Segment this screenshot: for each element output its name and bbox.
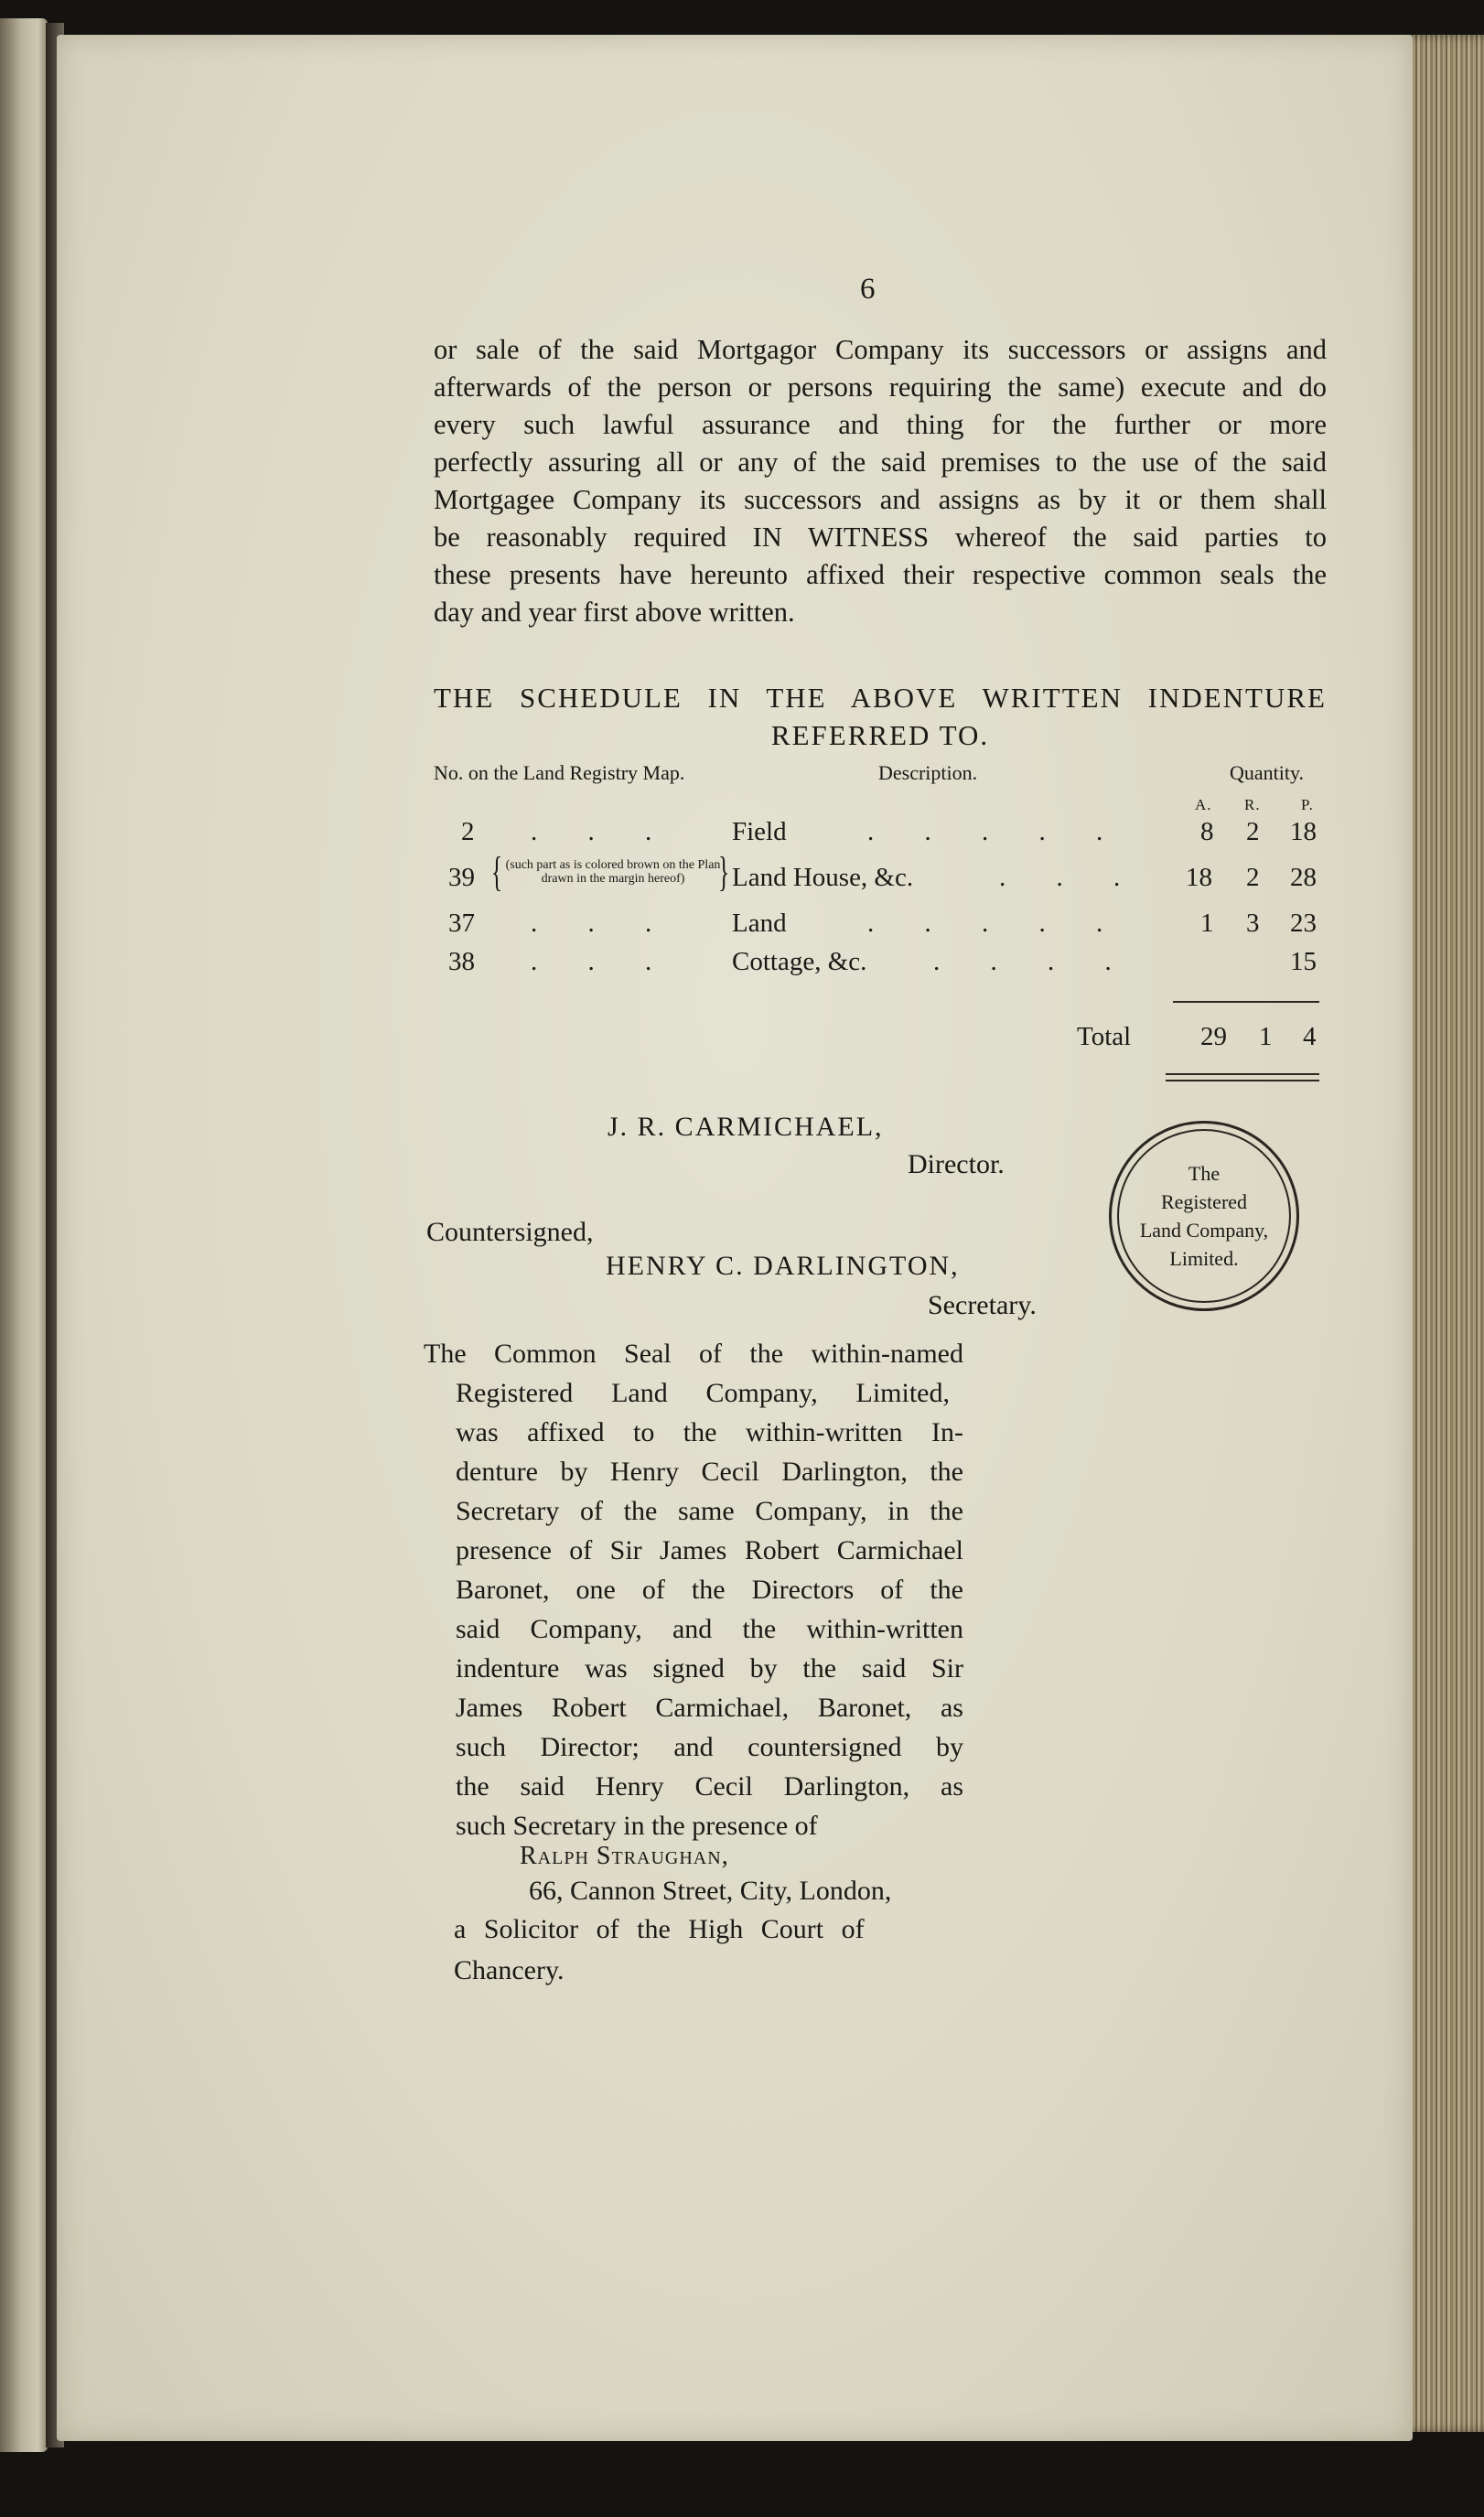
paragraph-line: afterwards of the person or persons requiring the same) execute and do bbox=[434, 371, 1327, 403]
row-no: 37 bbox=[448, 909, 475, 938]
paragraph-line: every such lawful assurance and thing for the further or more bbox=[434, 409, 1327, 440]
row-perches: 23 bbox=[1290, 909, 1317, 938]
row-perches: 28 bbox=[1290, 863, 1317, 892]
leader-dots: . . . bbox=[531, 909, 674, 938]
row-acres: 18 bbox=[1186, 863, 1212, 892]
total-label: Total bbox=[1077, 1022, 1132, 1051]
row-perches: 15 bbox=[1290, 947, 1317, 976]
row-acres: 1 bbox=[1200, 909, 1214, 938]
row-description: Land bbox=[732, 909, 787, 938]
seal-text-line: Registered bbox=[1160, 1190, 1248, 1213]
leader-dots: . . . bbox=[531, 817, 674, 846]
leader-dots: . . . . . bbox=[867, 909, 1125, 938]
row-no: 39 bbox=[448, 863, 475, 892]
column-header-description: Description. bbox=[878, 761, 978, 784]
row-roods: 2 bbox=[1246, 863, 1260, 892]
unit-acres: A. bbox=[1195, 796, 1212, 813]
previous-page-edge bbox=[0, 18, 48, 2452]
witness-address: 66, Cannon Street, City, London, bbox=[529, 1876, 892, 1906]
row-no: 38 bbox=[448, 947, 475, 976]
paragraph-line: be reasonably required IN WITNESS whereof the said parties to bbox=[434, 522, 1327, 553]
attestation-line: presence of Sir James Robert Carmichael bbox=[456, 1535, 963, 1565]
secretary-name: HENRY C. DARLINGTON, bbox=[606, 1251, 960, 1281]
seal-inner-ring bbox=[1117, 1129, 1291, 1303]
leader-dots: . . . bbox=[999, 863, 1143, 892]
row-note: (such part as is colored brown on the Plan drawn in the margin hereof) bbox=[505, 858, 721, 886]
row-description: Field bbox=[732, 817, 787, 846]
attestation-line: indenture was signed by the said Sir bbox=[456, 1653, 963, 1683]
paragraph-line: Mortgagee Company its successors and assigns as by it or them shall bbox=[434, 484, 1327, 515]
right-brace: } bbox=[717, 848, 730, 895]
leader-dots: . . . . . bbox=[867, 817, 1125, 846]
column-header-map: No. on the Land Registry Map. bbox=[434, 761, 685, 784]
attestation-line: Registered Land Company, Limited, bbox=[456, 1378, 950, 1408]
unit-roods: R. bbox=[1244, 796, 1261, 813]
leader-dots: . . . . bbox=[933, 947, 1134, 976]
paragraph-line: these presents have hereunto affixed their respective common seals the bbox=[434, 559, 1327, 590]
attestation-line: James Robert Carmichael, Baronet, as bbox=[456, 1693, 963, 1723]
column-header-quantity: Quantity. bbox=[1230, 761, 1305, 784]
secretary-title: Secretary. bbox=[928, 1290, 1037, 1320]
total-double-rule-bottom bbox=[1166, 1080, 1319, 1081]
paragraph-line: perfectly assuring all or any of the said premises to the use of the said bbox=[434, 446, 1327, 478]
row-acres: 8 bbox=[1200, 817, 1214, 846]
attestation-line: was affixed to the within-written In- bbox=[456, 1417, 963, 1447]
page-number: 6 bbox=[860, 273, 876, 306]
schedule-title bbox=[434, 679, 1327, 754]
paragraph-line: day and year first above written. bbox=[434, 597, 795, 628]
schedule-title-line1: THE SCHEDULE IN THE ABOVE WRITTEN INDENTURE bbox=[434, 682, 1327, 714]
paragraph-line: or sale of the said Mortgagor Company its successors or assigns and bbox=[434, 334, 1327, 365]
attestation-clause bbox=[424, 1334, 963, 1845]
row-roods: 3 bbox=[1246, 909, 1260, 938]
attestation-line: Secretary of the same Company, in the bbox=[456, 1496, 963, 1526]
director-name: J. R. CARMICHAEL, bbox=[608, 1112, 884, 1142]
company-seal bbox=[1109, 1121, 1299, 1311]
deed-paragraph bbox=[434, 331, 1327, 631]
total-roods: 1 bbox=[1259, 1022, 1273, 1051]
row-roods: 2 bbox=[1246, 817, 1260, 846]
total-double-rule-top bbox=[1166, 1073, 1319, 1075]
attestation-line: denture by Henry Cecil Darlington, the bbox=[456, 1457, 963, 1487]
row-description: Cottage, &c. bbox=[732, 947, 867, 976]
director-title: Director. bbox=[908, 1149, 1005, 1179]
unit-perches: P. bbox=[1301, 796, 1314, 813]
attestation-line: Baronet, one of the Directors of the bbox=[456, 1575, 963, 1605]
left-brace: { bbox=[490, 848, 503, 895]
leader-dots: . . . bbox=[531, 947, 674, 976]
countersigned-label: Countersigned, bbox=[426, 1217, 594, 1247]
attestation-line: the said Henry Cecil Darlington, as bbox=[456, 1771, 963, 1802]
row-no: 2 bbox=[461, 817, 475, 846]
seal-text-line: The bbox=[1188, 1162, 1221, 1185]
row-perches: 18 bbox=[1290, 817, 1317, 846]
row-description: Land House, &c. bbox=[732, 863, 914, 892]
total-perches: 4 bbox=[1303, 1022, 1317, 1051]
seal-text-line: Land Company, bbox=[1139, 1219, 1269, 1242]
attestation-line: such Director; and countersigned by bbox=[456, 1732, 963, 1762]
attestation-line: The Common Seal of the within-named bbox=[424, 1339, 963, 1369]
attestation-line: said Company, and the within-written bbox=[456, 1614, 963, 1644]
witness-name: Ralph Straughan, bbox=[520, 1842, 729, 1870]
attestation-line: such Secretary in the presence of bbox=[456, 1811, 818, 1841]
witness-role-continued: Chancery. bbox=[454, 1955, 565, 1985]
subtotal-rule bbox=[1173, 1001, 1319, 1003]
total-acres: 29 bbox=[1200, 1022, 1227, 1051]
seal-text-line: Limited. bbox=[1169, 1247, 1239, 1270]
witness-role: a Solicitor of the High Court of bbox=[454, 1914, 865, 1944]
schedule-title-line2: REFERRED TO. bbox=[770, 719, 990, 751]
